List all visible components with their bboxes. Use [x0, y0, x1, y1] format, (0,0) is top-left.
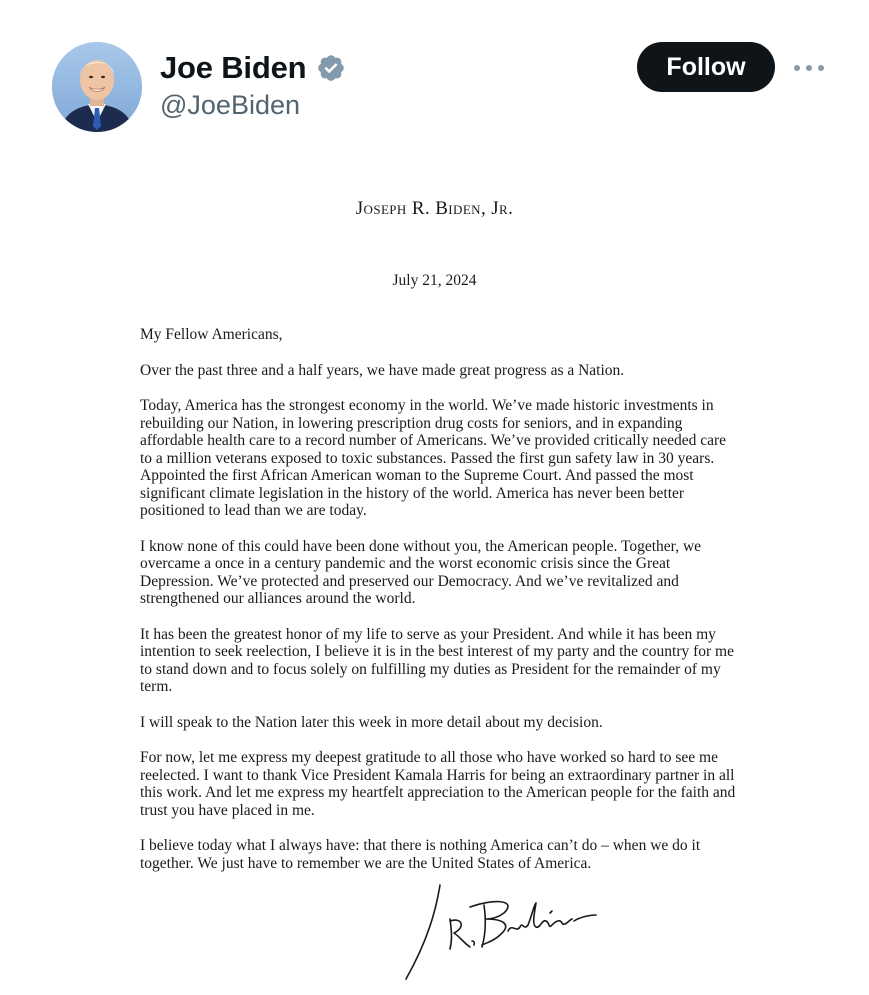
post-header — [0, 0, 869, 140]
letter-paragraph: Today, America has the strongest economy in the world. We’ve made historic investments in rebuilding our Nation, in lowering prescription drug costs for seniors, and in expanding affordable health care to a record number of Americans. We’ve provided critically needed care to a million veterans exposed to toxic substances. Passed the first gun safety law in 30 years. Appointed the first African American woman to the Supreme Court. And passed the most significant climate legislation in the history of the world. America has never been better positioned to lead than we are today. — [140, 397, 727, 519]
letter-image[interactable] — [0, 140, 869, 995]
more-dot-icon — [806, 65, 812, 71]
verified-badge-icon — [316, 53, 346, 83]
author-identity — [160, 48, 346, 121]
letter-body — [140, 326, 740, 890]
profile-photo-icon — [52, 42, 142, 132]
author-handle[interactable]: @JoeBiden — [160, 90, 300, 120]
more-options-icon[interactable] — [792, 54, 826, 80]
letter-paragraph: I believe today what I always have: that there is nothing America can’t do – when we do it together. We just have to remember we are the United States of America. — [140, 837, 701, 872]
letterhead: Joseph R. Biden, Jr. — [355, 198, 514, 219]
letter-paragraph: I know none of this could have been done without you, the American people. Together, we overcame a once in a century pandemic and the worst economic crisis since the Great Depression. We’ve protected and preserved our Democracy. And we’ve revitalized and strengthened our alliances around the world. — [140, 537, 702, 607]
follow-button[interactable]: Follow — [637, 42, 775, 92]
salutation: My Fellow Americans, — [140, 326, 283, 343]
avatar[interactable] — [52, 42, 142, 132]
handwritten-signature-icon — [400, 875, 600, 985]
letter-paragraph: I will speak to the Nation later this week in more detail about my decision. — [140, 713, 603, 731]
display-name[interactable]: Joe Biden — [160, 50, 307, 85]
more-dot-icon — [794, 65, 800, 71]
letter-paragraph: Over the past three and a half years, we have made great progress as a Nation. — [140, 361, 625, 379]
name-row — [160, 48, 346, 88]
letter-date: July 21, 2024 — [392, 272, 477, 289]
letter-paragraph: For now, let me express my deepest gratitude to all those who have worked so hard to see me reelected. I want to thank Vice President Kamala Harris for being an extraordinary partner in all this work. And let me express my heartfelt appreciation to the American people for the faith and trust you have placed in me. — [140, 749, 736, 819]
more-dot-icon — [818, 65, 824, 71]
letter-paragraph: It has been the greatest honor of my life to serve as your President. And while it has been my intention to seek reelection, I believe it is in the best interest of my party and the country for me to stand down and to focus solely on fulfilling my duties as President for the remainder of my term. — [140, 625, 734, 695]
